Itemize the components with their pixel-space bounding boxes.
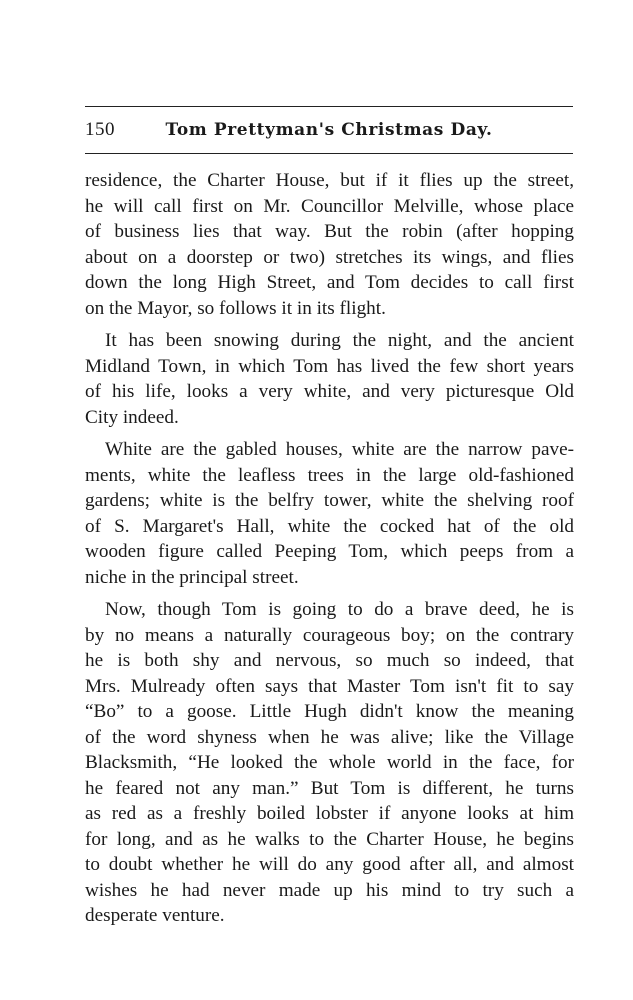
text-line: he will call first on Mr. Councillor Melville, whose place <box>85 195 574 217</box>
text-line: ments, white the leafless trees in the large old-fashioned <box>85 464 574 486</box>
text-line: Mrs. Mulready often says that Master Tom isn't fit to say <box>85 675 574 697</box>
text-line: of S. Margaret's Hall, white the cocked hat of the old <box>85 515 574 537</box>
text-line: of business lies that way. But the robin (after hopping <box>85 221 574 242</box>
text-line: about on a doorstep or two) stretches its wings, and flies <box>85 246 574 268</box>
text-line: down the long High Street, and Tom decides to call first <box>85 272 574 293</box>
header-rule-top <box>85 106 573 107</box>
text-line: on the Mayor, so follows it in its flight. <box>85 297 386 319</box>
text-line: Midland Town, in which Tom has lived the few short years <box>85 355 574 377</box>
text-line: gardens; white is the belfry tower, white the shelving roof <box>85 490 574 511</box>
paragraph <box>85 168 574 321</box>
text-line: wooden figure called Peeping Tom, which peeps from a <box>85 541 574 562</box>
text-line: of the word shyness when he was alive; like the Village <box>85 726 574 748</box>
running-title: Tom Prettyman's Christmas Day. <box>165 120 493 140</box>
text-line: It has been snowing during the night, and the ancient <box>105 330 574 351</box>
text-line: City indeed. <box>85 406 179 428</box>
text-line: he is both shy and nervous, so much so indeed, that <box>85 650 574 671</box>
text-line: residence, the Charter House, but if it flies up the street, <box>85 170 574 191</box>
text-line: niche in the principal street. <box>85 566 299 588</box>
body-text <box>85 168 574 936</box>
text-line: wishes he had never made up his mind to try such a <box>85 879 574 901</box>
text-line: White are the gabled houses, white are the narrow pave- <box>105 439 574 460</box>
text-line: desperate venture. <box>85 905 225 926</box>
paragraph <box>85 328 574 430</box>
text-line: “Bo” to a goose. Little Hugh didn't know the meaning <box>85 701 574 722</box>
paragraph <box>85 437 574 590</box>
page-number: 150 <box>85 119 115 140</box>
text-line: by no means a naturally courageous boy; on the contrary <box>85 624 574 646</box>
text-line: of his life, looks a very white, and very picturesque Old <box>85 381 574 402</box>
paragraph <box>85 597 574 929</box>
text-line: for long, and as he walks to the Charter House, he begins <box>85 828 574 850</box>
running-header <box>85 116 573 144</box>
text-line: Now, though Tom is going to do a brave deed, he is <box>105 599 574 620</box>
header-rule-bottom <box>85 153 573 154</box>
text-line: as red as a freshly boiled lobster if anyone looks at him <box>85 803 574 824</box>
text-line: he feared not any man.” But Tom is different, he turns <box>85 777 574 799</box>
text-line: to doubt whether he will do any good after all, and almost <box>85 854 574 875</box>
text-line: Blacksmith, “He looked the whole world in the face, for <box>85 752 574 773</box>
